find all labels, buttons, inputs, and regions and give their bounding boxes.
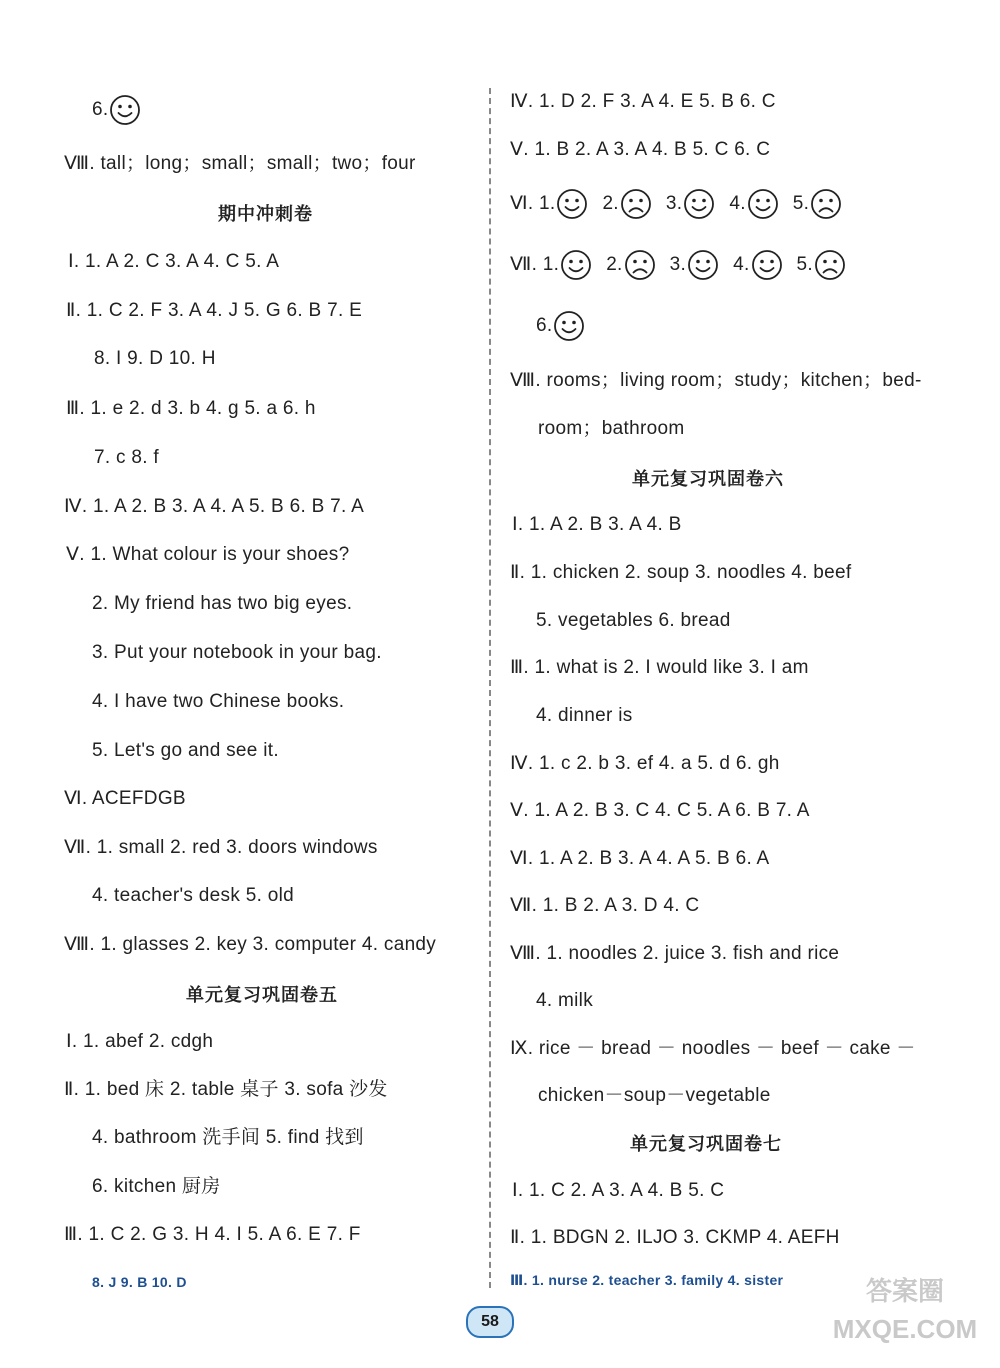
answer-line: Ⅰ. 1. A 2. C 3. A 4. C 5. A [68, 251, 280, 272]
answer-line: Ⅵ. 1. A 2. B 3. A 4. A 5. B 6. A [510, 848, 770, 869]
answer-line: chicken－soup－vegetable [538, 1085, 771, 1106]
answer-line: 4. bathroom 洗手间 5. find 找到 [92, 1127, 364, 1148]
answer-line: room；bathroom [538, 418, 685, 439]
sad-face-icon [620, 188, 652, 220]
answer-line: Ⅰ. 1. abef 2. cdgh [66, 1031, 214, 1052]
answer-line: 5. vegetables 6. bread [536, 610, 731, 631]
section-title: 期中冲刺卷 [218, 204, 313, 224]
answer-line: 4. teacher's desk 5. old [92, 885, 294, 906]
face-answer-line [510, 249, 860, 281]
answer-line: Ⅲ. 1. e 2. d 3. b 4. g 5. a 6. h [66, 398, 316, 419]
answer-line: Ⅰ. 1. A 2. B 3. A 4. B [512, 514, 682, 535]
answer-line: Ⅳ. 1. D 2. F 3. A 4. E 5. B 6. C [510, 91, 776, 112]
answer-line: 2. My friend has two big eyes. [92, 593, 353, 614]
item-number: 3. [665, 193, 683, 215]
sad-face-icon [814, 249, 846, 281]
item-number: 3. [669, 254, 687, 276]
item-number: 1. [542, 254, 560, 276]
answer-line: Ⅲ. 1. C 2. G 3. H 4. I 5. A 6. E 7. F [64, 1224, 361, 1245]
answer-line: 7. c 8. f [94, 447, 160, 468]
answer-line: Ⅷ. 1. noodles 2. juice 3. fish and rice [510, 943, 840, 964]
smile-face-icon [687, 249, 719, 281]
answer-line: Ⅴ. 1. What colour is your shoes? [66, 544, 350, 565]
answer-line: Ⅳ. 1. c 2. b 3. ef 4. a 5. d 6. gh [510, 753, 780, 774]
sad-face-icon [810, 188, 842, 220]
answer-prefix: Ⅶ. [510, 254, 543, 276]
answer-prefix: 6. [536, 315, 553, 337]
answer-prefix: 6. [92, 99, 109, 121]
item-number: 2. [602, 193, 619, 215]
answer-line-cut: 8. J 9. B 10. D [92, 1274, 187, 1290]
answer-line: Ⅱ. 1. chicken 2. soup 3. noodles 4. beef [510, 562, 852, 583]
column-divider [489, 88, 491, 1288]
answer-line-cut: Ⅲ. 1. nurse 2. teacher 3. family 4. sister [510, 1272, 784, 1288]
answer-line: Ⅳ. 1. A 2. B 3. A 4. A 5. B 6. B 7. A [64, 496, 365, 517]
answer-line [92, 94, 141, 126]
watermark [815, 1272, 995, 1362]
answer-line: Ⅱ. 1. C 2. F 3. A 4. J 5. G 6. B 7. E [66, 300, 363, 321]
section-title: 单元复习巩固卷七 [630, 1134, 782, 1154]
smile-face-icon [556, 188, 588, 220]
answer-prefix: Ⅵ. [510, 193, 539, 215]
item-number: 4. [729, 193, 746, 215]
section-title: 单元复习巩固卷六 [632, 469, 784, 489]
answer-line: 5. Let's go and see it. [92, 740, 279, 761]
smile-face-icon [109, 94, 141, 126]
item-number: 4. [733, 254, 750, 276]
answer-line: 6. kitchen 厨房 [92, 1176, 221, 1197]
smile-face-icon [747, 188, 779, 220]
answer-line: Ⅰ. 1. C 2. A 3. A 4. B 5. C [512, 1180, 725, 1201]
sad-face-icon [624, 249, 656, 281]
face-answer-line [510, 188, 856, 220]
section-title: 单元复习巩固卷五 [186, 985, 338, 1005]
page-number: 58 [466, 1306, 514, 1338]
face-answer-line [536, 310, 585, 342]
answer-line: 4. dinner is [536, 705, 633, 726]
item-number: 5. [796, 254, 813, 276]
smile-face-icon [560, 249, 592, 281]
watermark-url: MXQE.COM [832, 1314, 978, 1344]
answer-line: Ⅵ. ACEFDGB [64, 788, 186, 809]
answer-line: 4. milk [536, 990, 593, 1011]
answer-line: Ⅶ. 1. B 2. A 3. D 4. C [510, 895, 700, 916]
smile-face-icon [683, 188, 715, 220]
answer-line: Ⅸ. rice － bread － noodles － beef － cake － [510, 1038, 916, 1059]
answer-line: Ⅷ. 1. glasses 2. key 3. computer 4. candy [64, 934, 437, 955]
answer-line: Ⅲ. 1. what is 2. I would like 3. I am [510, 657, 809, 678]
answer-line: Ⅱ. 1. bed 床 2. table 桌子 3. sofa 沙发 [64, 1079, 388, 1100]
answer-line: 8. I 9. D 10. H [94, 348, 216, 369]
answer-line: Ⅱ. 1. BDGN 2. ILJO 3. CKMP 4. AEFH [510, 1227, 840, 1248]
item-number: 5. [792, 193, 810, 215]
item-number: 1. [538, 193, 556, 215]
answer-line: Ⅴ. 1. A 2. B 3. C 4. C 5. A 6. B 7. A [510, 800, 810, 821]
item-number: 2. [606, 254, 623, 276]
smile-face-icon [751, 249, 783, 281]
answer-line: 3. Put your notebook in your bag. [92, 642, 382, 663]
answer-line: Ⅷ. tall；long；small；small；two；four [64, 153, 416, 174]
answer-line: Ⅶ. 1. small 2. red 3. doors windows [64, 837, 378, 858]
watermark-text: 答案圈 [865, 1276, 944, 1306]
answer-line: 4. I have two Chinese books. [92, 691, 345, 712]
answer-line: Ⅷ. rooms；living room；study；kitchen；bed- [510, 370, 922, 391]
smile-face-icon [553, 310, 585, 342]
answer-line: Ⅴ. 1. B 2. A 3. A 4. B 5. C 6. C [510, 139, 771, 160]
